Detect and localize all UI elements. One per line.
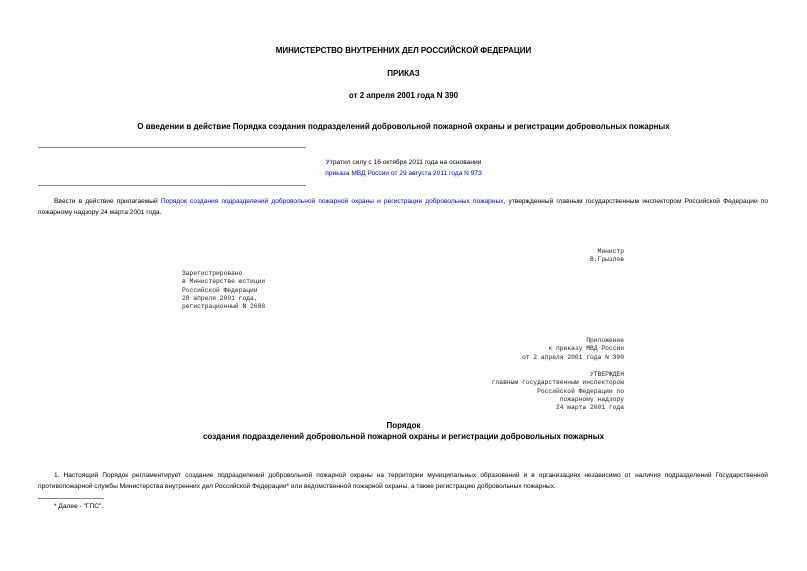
appendix-line: Приложение bbox=[586, 337, 624, 344]
registration-line: регистрационный N 2688 bbox=[182, 303, 266, 311]
registration-line: Российской Федерации bbox=[182, 286, 258, 294]
signature-block bbox=[420, 248, 624, 265]
status-note-text: Утратил силу с 16 октября 2011 года на основании bbox=[325, 159, 482, 166]
appendix-block bbox=[420, 337, 624, 362]
approval-block bbox=[400, 371, 624, 412]
signature-title: Министр bbox=[597, 248, 624, 255]
intro-text-after: , утвержденный главным государственным инспектором Российской Федерации по пожарному надзору 24 марта 2001 года. bbox=[38, 198, 768, 216]
ministry-title: МИНИСТЕРСТВО ВНУТРЕННИХ ДЕЛ РОССИЙСКОЙ ФЕДЕРАЦИИ bbox=[275, 46, 532, 55]
approval-line: 24 марта 2001 года bbox=[555, 404, 624, 412]
intro-text-before: Ввести в действие прилагаемый bbox=[54, 198, 161, 205]
approval-line: Российской Федерации по bbox=[537, 387, 624, 395]
appendix-line: от 2 апреля 2001 года N 390 bbox=[521, 353, 624, 361]
registration-line: Зарегистрировано bbox=[182, 270, 243, 277]
status-rule-top bbox=[38, 147, 306, 148]
approval-line: пожарному надзору bbox=[559, 395, 624, 403]
registration-block bbox=[182, 270, 265, 311]
appendix-line: к приказу МВД России bbox=[548, 345, 624, 353]
document-date-number: от 2 апреля 2001 года N 390 bbox=[348, 91, 459, 100]
registration-line: 28 апреля 2001 года, bbox=[182, 294, 258, 302]
registration-line: в Министерстве юстиции bbox=[182, 278, 266, 286]
procedure-paragraph-1: 1. Настоящий Порядок регламентирует создание подразделений добровольной пожарной охраны на территории муниципальных образований и в организациях независимо от наличия подразделений Государственной противопожарной службы Министерства внутренних дел Российской Федерации* или ведомственной пожарной охраны, а также регистрацию добровольных пожарных. bbox=[38, 472, 768, 490]
signature-name: В.Грызлов bbox=[589, 256, 624, 264]
procedure-link[interactable]: Порядок создания подразделений добровольной пожарной охраны и регистрации добровольных пожарных bbox=[160, 198, 504, 205]
status-rule-bottom bbox=[38, 185, 306, 186]
document-subject: О введении в действие Порядка создания подразделений добровольной пожарной охраны и регистрации добровольных пожарных bbox=[137, 122, 670, 131]
footnote-rule bbox=[38, 498, 104, 499]
document-type: ПРИКАЗ bbox=[387, 69, 420, 78]
repeal-order-link[interactable]: приказа МВД России от 29 августа 2011 года N 973 bbox=[325, 170, 482, 177]
procedure-subtitle: создания подразделений добровольной пожарной охраны и регистрации добровольных пожарных bbox=[202, 432, 605, 441]
procedure-title: Порядок bbox=[386, 421, 421, 430]
approval-line: УТВЕРЖДЕН bbox=[589, 371, 624, 378]
intro-paragraph bbox=[38, 196, 768, 218]
footnote: * Далее - "ГПС". bbox=[54, 503, 104, 510]
approval-line: главным государственным инспектором bbox=[491, 379, 624, 387]
